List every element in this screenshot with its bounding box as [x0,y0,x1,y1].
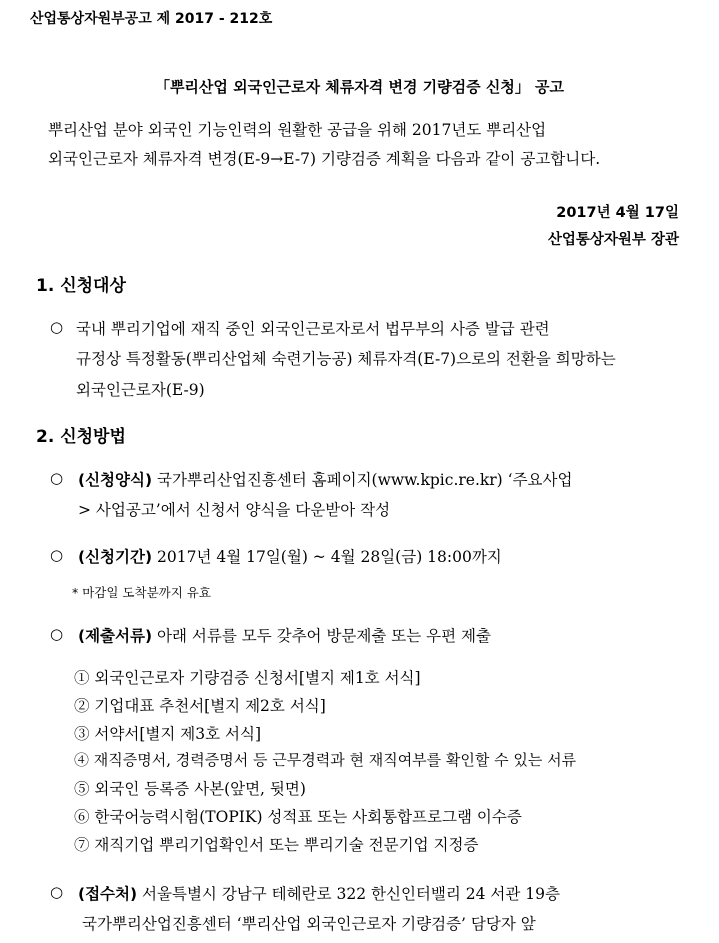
form-line-1 [78,468,572,490]
period-note: * 마감일 도착분까지 유효 [72,585,211,600]
period-label: (신청기간) [78,548,153,566]
issue-date: 2017년 4월 17일 [556,205,679,221]
docs-label: (제출서류) [78,627,153,645]
period-text: 2017년 4월 17일(월) ~ 4월 28일(금) 18:00까지 [157,548,502,566]
section-1-line-1: 국내 뿌리기업에 재직 중인 외국인근로자로서 법무부의 사증 발급 관련 [76,320,550,338]
form-line-2: > 사업공고’에서 신청서 양식을 다운받아 작성 [78,501,391,519]
doc-item-3: ③ 서약서[별지 제3호 서식] [74,725,261,743]
doc-item-7: ⑦ 재직기업 뿌리기업확인서 또는 뿌리기술 전문기업 지정증 [74,836,479,854]
intro-line-1: 뿌리산업 분야 외국인 기능인력의 원활한 공급을 위해 2017년도 뿌리산업 [48,121,547,139]
notice-number: 산업통상자원부공고 제 2017 - 212호 [30,11,273,27]
docs-text: 아래 서류를 모두 갖추어 방문제출 또는 우편 제출 [157,627,491,645]
reception-line-2: 국가뿌리산업진흥센터 ‘뿌리산업 외국인근로자 기량검증’ 담당자 앞 [82,915,536,933]
docs-bullet: ○ [50,625,64,643]
doc-item-6: ⑥ 한국어능력시험(TOPIK) 성적표 또는 사회통합프로그램 이수증 [74,808,522,826]
doc-item-1: ① 외국인근로자 기량검증 신청서[별지 제1호 서식] [74,669,421,687]
section-1-line-2: 규정상 특정활동(뿌리산업체 숙련기능공) 체류자격(E-7)으로의 전환을 희망하는 [76,350,616,368]
doc-item-5: ⑤ 외국인 등록증 사본(앞면, 뒷면) [74,780,306,798]
doc-item-4: ④ 재직증명서, 경력증명서 등 근무경력과 현 재직여부를 확인할 수 있는 서류 [74,751,577,769]
issuer: 산업통상자원부 장관 [547,232,679,248]
docs-line [78,624,491,646]
section-2-heading: 2. 신청방법 [36,427,126,447]
form-label: (신청양식) [78,471,153,489]
form-text: 국가뿌리산업진흥센터 홈페이지(www.kpic.re.kr) ‘주요사업 [157,471,573,489]
document-title: 「뿌리산업 외국인근로자 체류자격 변경 기량검증 신청」 공고 [154,78,565,96]
section-1-heading: 1. 신청대상 [36,276,126,296]
doc-item-2: ② 기업대표 추천서[별지 제2호 서식] [74,697,326,715]
reception-text: 서울특별시 강남구 테헤란로 322 한신인터밸리 24 서관 19층 [142,885,560,903]
section-1-line-3: 외국인근로자(E-9) [76,381,205,399]
reception-line-1 [78,882,560,904]
reception-bullet: ○ [50,883,64,901]
period-bullet: ○ [50,546,64,564]
section-1-bullet: ○ [50,318,64,336]
intro-line-2: 외국인근로자 체류자격 변경(E-9→E-7) 기량검증 계획을 다음과 같이 공고합니다. [48,150,601,168]
period-line [78,545,502,567]
form-bullet: ○ [50,469,64,487]
reception-label: (접수처) [78,885,138,903]
